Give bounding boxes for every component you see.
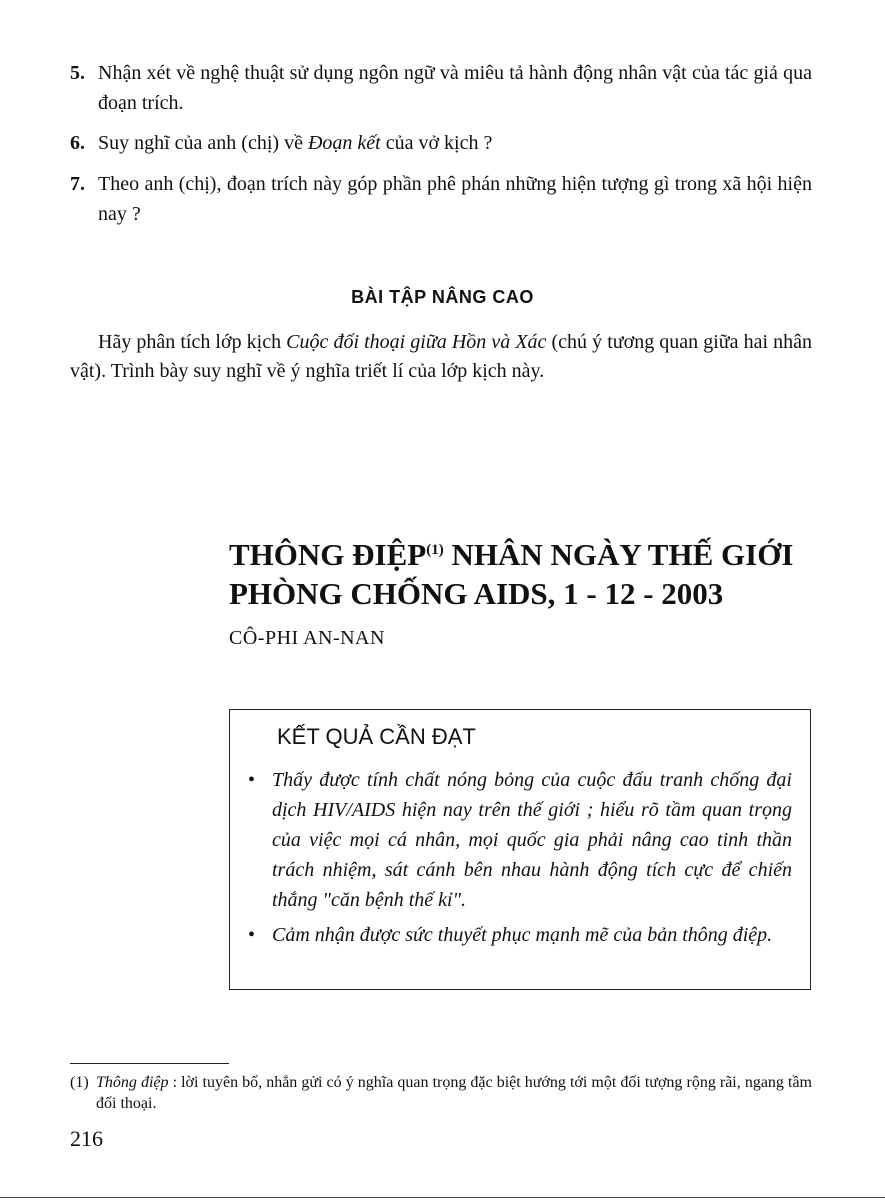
question-6 — [70, 128, 812, 158]
footnote-marker: (1) — [70, 1074, 89, 1091]
lesson-title-end: NHÂN NGÀY THẾ GIỚI PHÒNG CHỐNG AIDS, 1 - 12 - 2003 — [229, 537, 794, 611]
footnote-definition: : lời tuyên bố, nhắn gửi có ý nghĩa quan trọng đặc biệt hướng tới một đối tượng rộng rãi, ngang tầm đối thoại. — [96, 1074, 812, 1112]
footnote-divider — [70, 1063, 229, 1064]
question-number: 5. — [70, 62, 85, 84]
question-text: Nhận xét về nghệ thuật sử dụng ngôn ngữ và miêu tả hành động nhân vật của tác giả qua đoạn trích. — [98, 62, 812, 114]
question-7 — [70, 169, 812, 229]
page-number: 216 — [70, 1126, 103, 1151]
question-text-start: Suy nghĩ của anh (chị) về — [98, 132, 308, 154]
learning-outcomes-title: KẾT QUẢ CẦN ĐẠT — [277, 724, 476, 749]
bullet-icon: • — [248, 924, 256, 946]
lesson-title — [229, 535, 849, 613]
question-number: 6. — [70, 132, 85, 154]
question-text: Theo anh (chị), đoạn trích này góp phần phê phán những hiện tượng gì trong xã hội hiện nay ? — [98, 173, 812, 225]
exercise-text-start: Hãy phân tích lớp kịch — [98, 331, 287, 353]
learning-outcome-item: Cảm nhận được sức thuyết phục mạnh mẽ của bản thông điệp. — [272, 924, 773, 946]
advanced-exercise-heading: BÀI TẬP NÂNG CAO — [351, 287, 534, 307]
author-name: CÔ-PHI AN-NAN — [229, 627, 385, 649]
footnote-text — [96, 1072, 812, 1114]
footnote — [70, 1072, 812, 1114]
advanced-exercise-text — [70, 328, 812, 386]
question-number: 7. — [70, 173, 85, 195]
question-5 — [70, 58, 812, 118]
page-bottom-edge — [0, 1197, 885, 1198]
footnote-term: Thông điệp — [96, 1074, 169, 1091]
question-text — [98, 128, 812, 158]
learning-outcome-item: Thấy được tính chất nóng bỏng của cuộc đấu tranh chống đại dịch HIV/AIDS hiện nay trên thế giới ; hiểu rõ tầm quan trọng của việc mọi cá nhân, mọi quốc gia phải nâng cao tinh thần trách nhiệm, sát cánh bên nhau hành động tích cực để chiến thắng "căn bệnh thế kỉ". — [272, 769, 792, 911]
lesson-title-start: THÔNG ĐIỆP — [229, 537, 427, 572]
scene-title: Cuộc đối thoại giữa Hồn và Xác — [286, 331, 547, 353]
question-text-end: của vở kịch ? — [380, 132, 493, 154]
learning-outcomes-box — [229, 709, 811, 990]
footnote-reference: (1) — [426, 542, 444, 558]
bullet-icon: • — [248, 769, 256, 791]
exercise-text-end: (chú ý tương quan giữa hai nhân vật). Trình bày suy nghĩ về ý nghĩa triết lí của lớp kịch này. — [70, 331, 812, 382]
play-section-title: Đoạn kết — [307, 132, 381, 154]
